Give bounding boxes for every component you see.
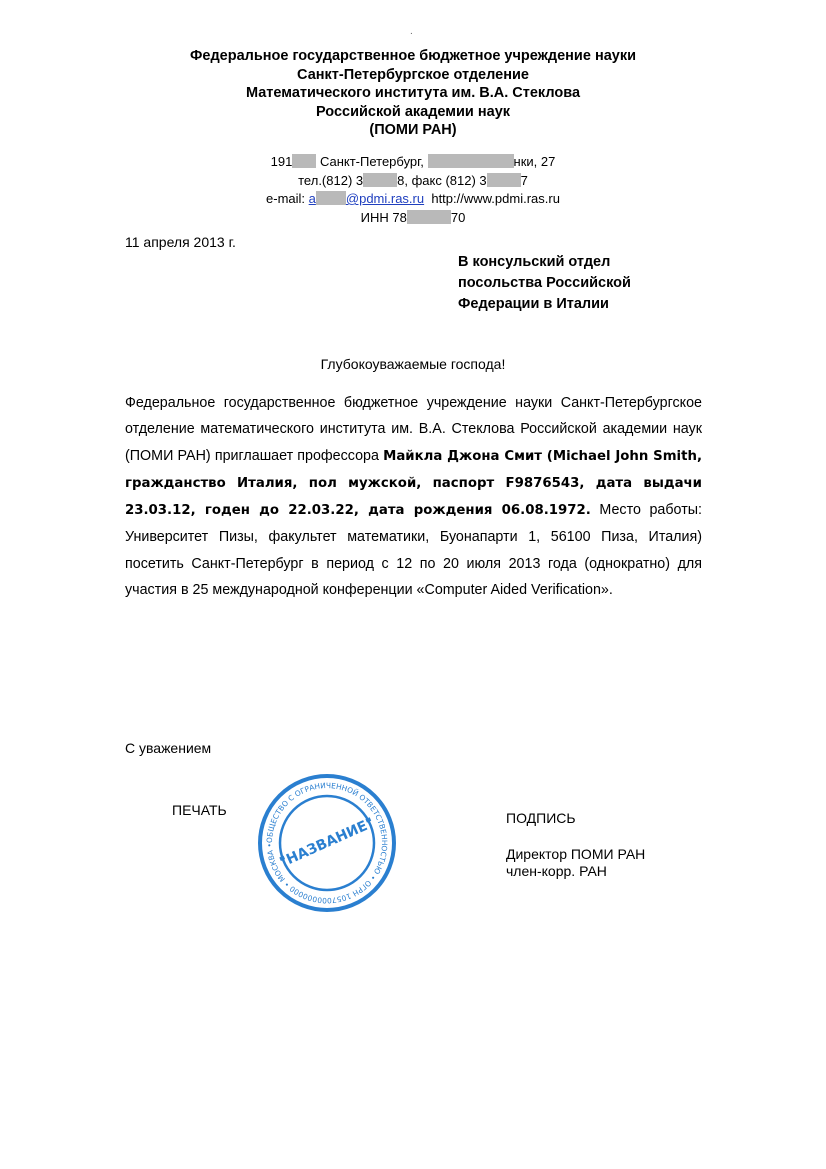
redaction-box [363, 173, 397, 187]
letter-date: 11 апреля 2013 г. [125, 234, 236, 250]
page-mark: . [410, 26, 413, 37]
phone-part: тел.(812) 3 [298, 172, 364, 188]
stamp-ring-text: ОБЩЕСТВО С ОГРАНИЧЕННОЙ ОТВЕТСТВЕННОСТЬЮ • ОГРН 1057000000000 • МОСКВА • [264, 780, 390, 906]
header-line: (ПОМИ РАН) [369, 122, 457, 138]
redaction-box [292, 154, 316, 168]
inn-line [200, 209, 626, 228]
redaction-box [428, 154, 514, 168]
addressee-line: посольства Российской [458, 275, 631, 291]
organization-header [150, 47, 676, 140]
stamp-center-text: "НАЗВАНИЕ" [277, 815, 377, 871]
body-intro: Федеральное государственное бюджетное учреждение науки Санкт-Петербургское отделение математического института им. В.А. Стеклова Российской академии наук (ПОМИ РАН) приглашает профессора [125, 395, 702, 464]
contact-block [200, 153, 626, 227]
phone-part: 7 [520, 172, 528, 188]
body-rest: Место работы: Университет Пизы, факультет математики, Буонапарти 1, 56100 Пиза, Италия) посетить Санкт-Петербург в период с 12 по 20 июля 2013 года (однократно) для участия в 25 международной конференции «Computer Aided Verification». [125, 502, 702, 599]
email-part: @pdmi.ras.ru [345, 191, 425, 206]
email-part: a [308, 191, 316, 206]
address-line [200, 153, 626, 172]
redaction-box [487, 173, 521, 187]
redaction-box [407, 210, 451, 224]
salutation: Глубокоуважаемые господа! [320, 356, 506, 372]
signature-label: ПОДПИСЬ [506, 810, 576, 826]
regards-text: С уважением [125, 740, 212, 756]
header-line: Санкт-Петербургское отделение [297, 66, 529, 83]
header-line: Российской академии наук [315, 103, 511, 120]
seal-stamp [257, 773, 397, 913]
header-line: Федеральное государственное бюджетное учреждение науки [190, 48, 636, 64]
inn-part: ИНН 78 [360, 209, 407, 225]
invitee-details: Майкла Джона Смит (Michael John Smith, гражданство Италия, пол мужской, паспорт F9876543, дата выдачи 23.03.12, годен до 22.03.22, дата рождения 06.08.1972. [125, 448, 702, 519]
inn-part: 70 [450, 209, 466, 225]
website-text: http://www.pdmi.ras.ru [431, 191, 560, 206]
director-block [506, 846, 645, 880]
stamp-label: ПЕЧАТЬ [172, 802, 227, 818]
address-part: нки, 27 [513, 154, 556, 169]
email-label: e-mail: [266, 191, 309, 206]
addressee-line: Федерации в Италии [458, 296, 609, 312]
director-title: Директор ПОМИ РАН [506, 846, 646, 862]
email-link[interactable] [309, 191, 424, 206]
phone-part: 8, факс (812) 3 [397, 172, 487, 188]
header-line: Математического института им. В.А. Стеклова [245, 85, 581, 101]
redaction-box [316, 191, 346, 205]
email-line [200, 190, 626, 209]
addressee-line: В консульский отдел [458, 254, 611, 270]
director-rank: член-корр. РАН [506, 863, 607, 879]
address-part: Санкт-Петербург, [316, 154, 428, 169]
letter-body [125, 390, 702, 603]
address-part: 191 [270, 154, 293, 169]
addressee-block [458, 252, 631, 315]
phone-line [200, 172, 626, 191]
